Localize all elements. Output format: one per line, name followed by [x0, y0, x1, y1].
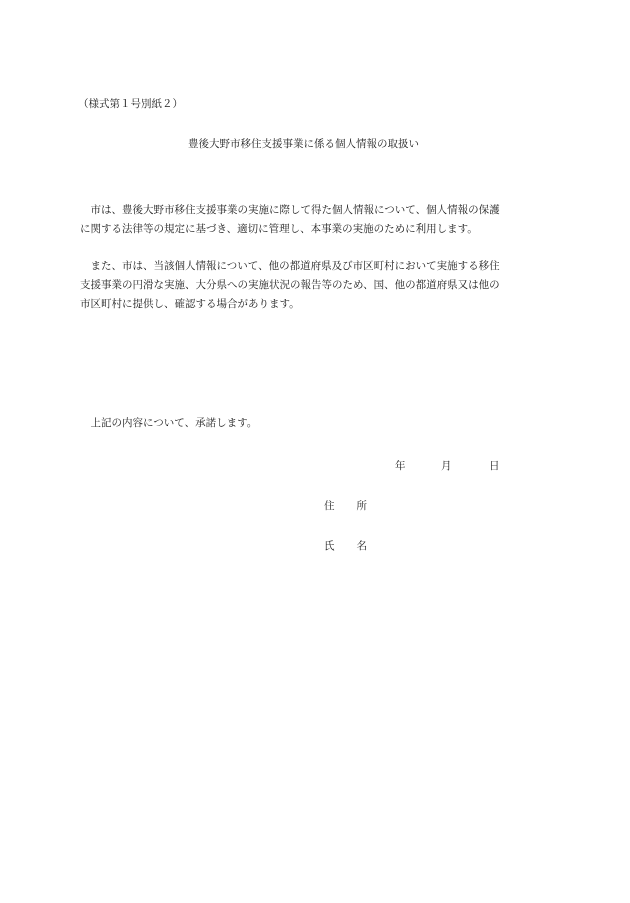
paragraph-line: に関する法律等の規定に基づき、適切に管理し、本事業の実施のために利用します。 [80, 223, 478, 235]
address-label-char: 所 [356, 500, 367, 512]
form-number: （様式第１号別紙２） [78, 98, 183, 110]
address-label-char: 住 [324, 500, 335, 512]
address-label [324, 499, 367, 513]
name-label-char: 氏 [324, 540, 335, 552]
paragraph-line: 市は、豊後大野市移住支援事業の実施に際して得た個人情報について、個人情報の保護 [80, 204, 500, 216]
paragraph-line: 支援事業の円滑な実施、大分県への実施状況の報告等のため、国、他の都道府県又は他の [80, 279, 500, 291]
consent-statement: 上記の内容について、承諾します。 [80, 417, 258, 429]
document-title: 豊後大野市移住支援事業に係る個人情報の取扱い [188, 138, 419, 150]
name-label-char: 名 [356, 540, 367, 552]
name-label [324, 539, 367, 553]
paragraph-purpose [80, 201, 550, 239]
paragraph-line: また、市は、当該個人情報について、他の都道府県及び市区町村において実施する移住 [80, 260, 500, 272]
paragraph-line: 市区町村に提供し、確認する場合があります。 [80, 298, 300, 310]
paragraph-provision [80, 257, 550, 314]
date-month-label: 月 [441, 460, 452, 472]
date-day-label: 日 [489, 460, 500, 472]
date-year-label: 年 [395, 460, 406, 472]
